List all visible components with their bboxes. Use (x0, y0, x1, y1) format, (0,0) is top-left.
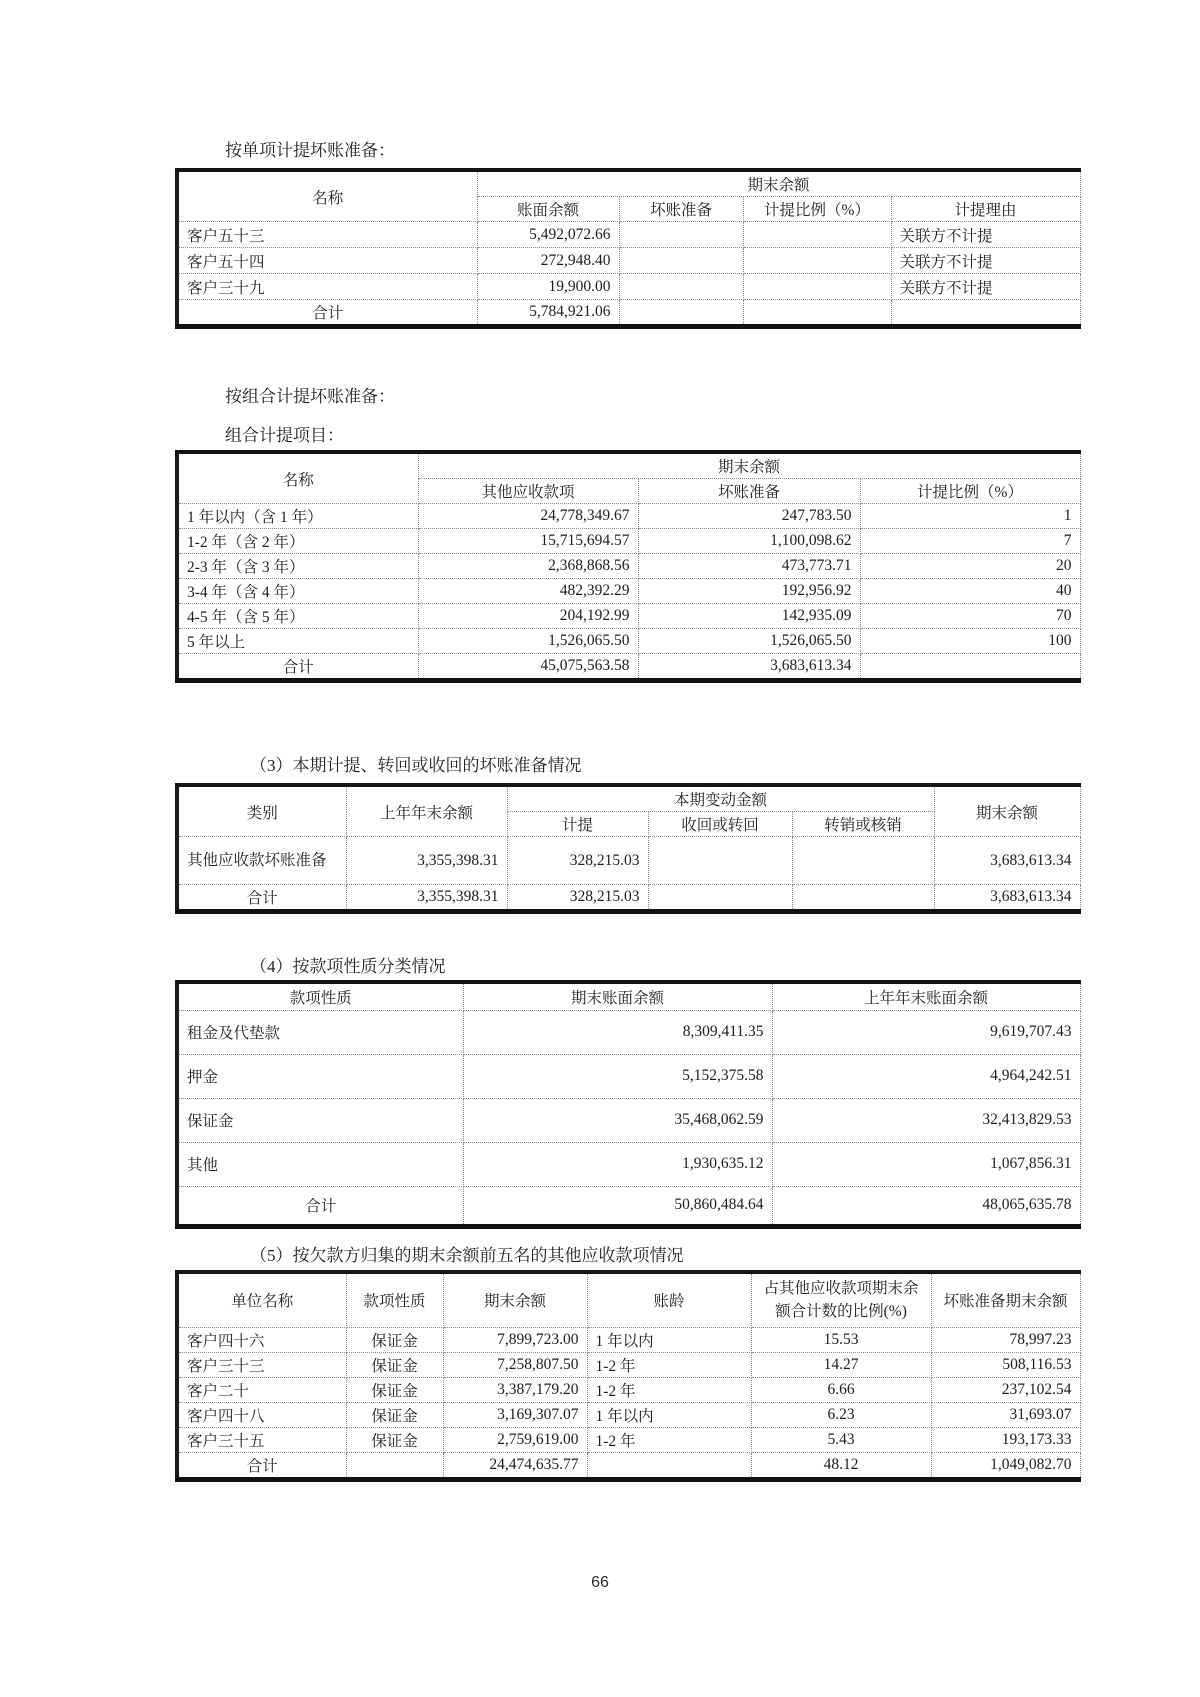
cell-customer-name: 客户五十四 (177, 248, 477, 274)
header-cell-prior-year-balance: 上年年末账面余额 (772, 982, 1080, 1010)
section-title-nature-classification: （4）按款项性质分类情况 (250, 957, 446, 976)
table-total-row (177, 1453, 1080, 1480)
cell-unit-name: 客户四十六 (177, 1328, 346, 1353)
cell-book-balance: 5,784,921.06 (477, 300, 619, 327)
cell-aging: 1 年以内（含 1 年） (177, 504, 418, 529)
cell-prior-year-balance: 9,619,707.43 (772, 1010, 1080, 1054)
table-row (177, 1010, 1080, 1054)
cell-ratio (743, 222, 891, 248)
cell-nature: 保证金 (346, 1328, 443, 1353)
cell-bad-debt-balance: 193,173.33 (931, 1428, 1080, 1453)
cell-prior-year-balance: 32,413,829.53 (772, 1098, 1080, 1142)
cell-ratio: 70 (860, 604, 1080, 629)
cell-period-end-balance: 8,309,411.35 (463, 1010, 772, 1054)
header-cell-bad-debt-balance: 坏账准备期末余额 (931, 1272, 1080, 1328)
cell-bad-debt: 3,683,613.34 (638, 654, 860, 681)
header-cell-ratio: 计提比例（%） (860, 479, 1080, 504)
table-row (177, 222, 1080, 248)
table-row (177, 248, 1080, 274)
cell-proportion: 6.23 (751, 1403, 931, 1428)
table-header-row (177, 982, 1080, 1010)
cell-ratio: 40 (860, 579, 1080, 604)
cell-prior-year-balance: 3,355,398.31 (346, 837, 507, 885)
cell-bad-debt-balance: 508,116.53 (931, 1353, 1080, 1378)
cell-prior-year-balance: 1,067,856.31 (772, 1142, 1080, 1186)
cell-bad-debt-balance: 31,693.07 (931, 1403, 1080, 1428)
cell-period-end-balance: 50,860,484.64 (463, 1186, 772, 1226)
cell-nature: 保证金 (346, 1353, 443, 1378)
cell-aging: 5 年以上 (177, 629, 418, 654)
header-cell-aging: 账龄 (587, 1272, 751, 1328)
cell-unit-name: 客户四十八 (177, 1403, 346, 1428)
cell-period-end: 3,683,613.34 (934, 885, 1080, 912)
cell-nature: 保证金 (346, 1428, 443, 1453)
table-group-bad-debt-provision (175, 450, 1081, 683)
cell-unit-name: 客户三十五 (177, 1428, 346, 1453)
cell-ratio (743, 248, 891, 274)
cell-bad-debt: 1,100,098.62 (638, 529, 860, 554)
cell-category: 其他应收款坏账准备 (177, 837, 346, 885)
section-title-top-five-debtors: （5）按欠款方归集的期末余额前五名的其他应收款项情况 (250, 1245, 684, 1265)
cell-nature: 保证金 (177, 1098, 463, 1142)
cell-bad-debt: 247,783.50 (638, 504, 860, 529)
cell-aging: 4-5 年（含 5 年） (177, 604, 418, 629)
table-row (177, 274, 1080, 300)
section-title-provision-changes: （3）本期计提、转回或收回的坏账准备情况 (250, 756, 582, 775)
cell-nature: 保证金 (346, 1378, 443, 1403)
cell-ratio: 100 (860, 629, 1080, 654)
cell-bad-debt (619, 248, 743, 274)
cell-customer-name: 客户五十三 (177, 222, 477, 248)
cell-proportion: 14.27 (751, 1353, 931, 1378)
cell-book-balance: 19,900.00 (477, 274, 619, 300)
cell-reason: 关联方不计提 (891, 222, 1080, 248)
cell-ratio (743, 300, 891, 327)
cell-bad-debt-balance: 1,049,082.70 (931, 1453, 1080, 1480)
cell-book-balance: 5,492,072.66 (477, 222, 619, 248)
table-row (177, 837, 1080, 885)
cell-accrual: 328,215.03 (507, 837, 648, 885)
cell-proportion: 5.43 (751, 1428, 931, 1453)
cell-bad-debt: 142,935.09 (638, 604, 860, 629)
table-row (177, 1378, 1080, 1403)
cell-accrual: 328,215.03 (507, 885, 648, 912)
cell-nature: 保证金 (346, 1403, 443, 1428)
cell-period-end-balance: 3,169,307.07 (443, 1403, 587, 1428)
table-top-five-debtors (175, 1270, 1081, 1483)
header-cell-accrual: 计提 (507, 812, 648, 837)
cell-aging: 3-4 年（含 4 年） (177, 579, 418, 604)
cell-aging (587, 1453, 751, 1480)
cell-aging: 2-3 年（含 3 年） (177, 554, 418, 579)
cell-period-end: 3,683,613.34 (934, 837, 1080, 885)
cell-total-label: 合计 (177, 885, 346, 912)
table-row (177, 1353, 1080, 1378)
cell-prior-year-balance: 3,355,398.31 (346, 885, 507, 912)
cell-total-label: 合计 (177, 654, 418, 681)
header-cell-nature: 款项性质 (346, 1272, 443, 1328)
cell-proportion: 15.53 (751, 1328, 931, 1353)
table-total-row (177, 300, 1080, 327)
table-provision-changes (175, 783, 1081, 914)
cell-other-receivables: 1,526,065.50 (418, 629, 638, 654)
header-cell-period-end: 期末余额 (418, 452, 1080, 479)
section-title-group-provision: 按组合计提坏账准备： (225, 387, 395, 406)
cell-prior-year-balance: 4,964,242.51 (772, 1054, 1080, 1098)
header-cell-bad-debt: 坏账准备 (638, 479, 860, 504)
cell-period-end-balance: 3,387,179.20 (443, 1378, 587, 1403)
table-header-row (177, 785, 1080, 812)
header-cell-ratio: 计提比例（%） (743, 197, 891, 222)
cell-nature: 租金及代垫款 (177, 1010, 463, 1054)
header-cell-writeoff: 转销或核销 (792, 812, 934, 837)
header-cell-period-end: 期末余额 (477, 170, 1080, 197)
table-total-row (177, 885, 1080, 912)
cell-bad-debt: 1,526,065.50 (638, 629, 860, 654)
document-content (175, 0, 1078, 1482)
cell-other-receivables: 24,778,349.67 (418, 504, 638, 529)
table-row (177, 1098, 1080, 1142)
cell-unit-name: 客户二十 (177, 1378, 346, 1403)
cell-proportion: 48.12 (751, 1453, 931, 1480)
cell-ratio: 20 (860, 554, 1080, 579)
cell-aging: 1 年以内 (587, 1403, 751, 1428)
cell-other-receivables: 482,392.29 (418, 579, 638, 604)
cell-writeoff (792, 837, 934, 885)
cell-bad-debt (619, 300, 743, 327)
cell-total-label: 合计 (177, 1186, 463, 1226)
table-row (177, 579, 1080, 604)
cell-bad-debt (619, 274, 743, 300)
cell-bad-debt-balance: 78,997.23 (931, 1328, 1080, 1353)
cell-other-receivables: 204,192.99 (418, 604, 638, 629)
table-row (177, 1142, 1080, 1186)
cell-ratio: 7 (860, 529, 1080, 554)
table-header-row (177, 1272, 1080, 1328)
cell-other-receivables: 45,075,563.58 (418, 654, 638, 681)
cell-customer-name: 客户三十九 (177, 274, 477, 300)
table-row (177, 629, 1080, 654)
cell-total-label: 合计 (177, 300, 477, 327)
header-cell-book-balance: 账面余额 (477, 197, 619, 222)
table-row (177, 1428, 1080, 1453)
header-cell-unit-name: 单位名称 (177, 1272, 346, 1328)
cell-ratio: 1 (860, 504, 1080, 529)
header-cell-proportion: 占其他应收款项期末余额合计数的比例(%) (751, 1272, 931, 1328)
header-cell-prior-year-balance: 上年年末余额 (346, 785, 507, 837)
cell-aging: 1-2 年（含 2 年） (177, 529, 418, 554)
header-cell-name: 名称 (177, 452, 418, 504)
cell-aging: 1-2 年 (587, 1428, 751, 1453)
cell-reason (891, 300, 1080, 327)
cell-reason: 关联方不计提 (891, 248, 1080, 274)
cell-period-end-balance: 35,468,062.59 (463, 1098, 772, 1142)
header-cell-period-end: 期末余额 (934, 785, 1080, 837)
cell-ratio (860, 654, 1080, 681)
cell-period-end-balance: 7,258,807.50 (443, 1353, 587, 1378)
header-cell-nature: 款项性质 (177, 982, 463, 1010)
header-cell-recover: 收回或转回 (648, 812, 792, 837)
table-row (177, 1054, 1080, 1098)
table-total-row (177, 654, 1080, 681)
table-row (177, 504, 1080, 529)
cell-recover (648, 837, 792, 885)
table-row (177, 604, 1080, 629)
cell-period-end-balance: 2,759,619.00 (443, 1428, 587, 1453)
cell-prior-year-balance: 48,065,635.78 (772, 1186, 1080, 1226)
cell-period-end-balance: 5,152,375.58 (463, 1054, 772, 1098)
cell-bad-debt: 192,956.92 (638, 579, 860, 604)
cell-other-receivables: 15,715,694.57 (418, 529, 638, 554)
cell-proportion: 6.66 (751, 1378, 931, 1403)
header-cell-period-end-balance: 期末余额 (443, 1272, 587, 1328)
header-cell-period-change: 本期变动金额 (507, 785, 934, 812)
header-cell-category: 类别 (177, 785, 346, 837)
cell-period-end-balance: 1,930,635.12 (463, 1142, 772, 1186)
section-title-individual-provision: 按单项计提坏账准备： (225, 141, 395, 160)
cell-aging: 1-2 年 (587, 1378, 751, 1403)
cell-nature: 其他 (177, 1142, 463, 1186)
table-row (177, 554, 1080, 579)
cell-nature: 押金 (177, 1054, 463, 1098)
page-number: 66 (591, 1574, 609, 1591)
cell-bad-debt-balance: 237,102.54 (931, 1378, 1080, 1403)
header-cell-other-receivables: 其他应收款项 (418, 479, 638, 504)
table-row (177, 1403, 1080, 1428)
cell-nature (346, 1453, 443, 1480)
cell-reason: 关联方不计提 (891, 274, 1080, 300)
table-row (177, 529, 1080, 554)
cell-bad-debt (619, 222, 743, 248)
cell-writeoff (792, 885, 934, 912)
table-nature-classification (175, 980, 1081, 1229)
table-individual-bad-debt-provision (175, 168, 1081, 329)
cell-other-receivables: 2,368,868.56 (418, 554, 638, 579)
header-cell-name: 名称 (177, 170, 477, 222)
cell-ratio (743, 274, 891, 300)
cell-aging: 1-2 年 (587, 1353, 751, 1378)
table-row (177, 1328, 1080, 1353)
table-header-row (177, 452, 1080, 479)
cell-unit-name: 客户三十三 (177, 1353, 346, 1378)
header-cell-bad-debt: 坏账准备 (619, 197, 743, 222)
table-total-row (177, 1186, 1080, 1226)
table-header-row (177, 170, 1080, 197)
cell-bad-debt: 473,773.71 (638, 554, 860, 579)
section-subtitle-group-items: 组合计提项目： (225, 426, 344, 445)
cell-recover (648, 885, 792, 912)
cell-book-balance: 272,948.40 (477, 248, 619, 274)
cell-period-end-balance: 24,474,635.77 (443, 1453, 587, 1480)
header-cell-period-end-balance: 期末账面余额 (463, 982, 772, 1010)
cell-period-end-balance: 7,899,723.00 (443, 1328, 587, 1353)
cell-aging: 1 年以内 (587, 1328, 751, 1353)
header-cell-reason: 计提理由 (891, 197, 1080, 222)
cell-total-label: 合计 (177, 1453, 346, 1480)
